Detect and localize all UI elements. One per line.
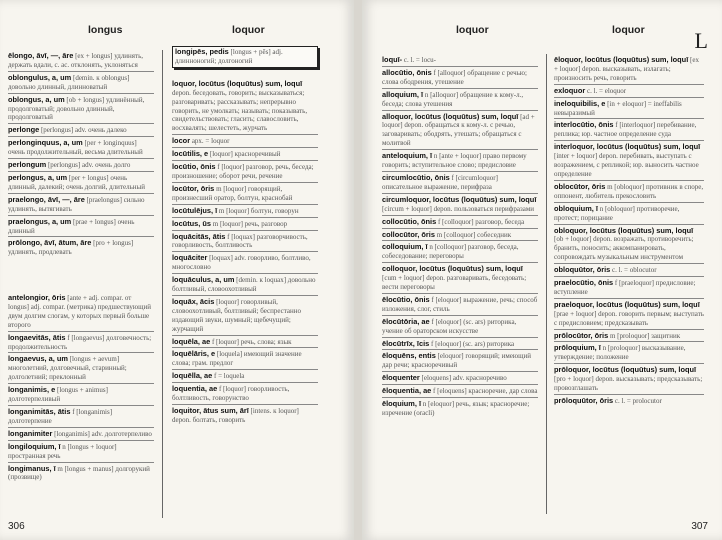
definition: [loquax] adv. говорливо, болтливо, многословно xyxy=(172,254,311,272)
headword: ēloquēns, entis xyxy=(382,351,436,361)
dictionary-entry xyxy=(8,94,154,125)
headword: ēlocūtōria, ae xyxy=(382,316,430,326)
definition: f = loquela xyxy=(214,372,245,381)
dictionary-entry xyxy=(8,72,154,94)
headword: loquentia, ae xyxy=(172,384,218,394)
definition: [ex + longus] удлинять, держать вдали, с. ac. отклонять, уклоняться xyxy=(8,52,144,69)
headword: alloquium, ī xyxy=(382,89,424,99)
page-number-right: 307 xyxy=(691,521,708,532)
dictionary-entry xyxy=(554,181,704,203)
dictionary-entry xyxy=(554,225,704,265)
dictionary-entry xyxy=(554,119,704,141)
definition: [pro + loquor] depon. высказывать; предсказывать; провозглашать xyxy=(554,375,703,393)
dictionary-entry xyxy=(172,336,318,349)
headword: ēlocūtio, ōnis xyxy=(382,294,430,304)
column-4 xyxy=(554,54,704,407)
dictionary-entry xyxy=(382,294,538,316)
dictionary-entry xyxy=(554,98,704,120)
dictionary-entry xyxy=(382,216,538,229)
definition: f [circumloquor] описательное выражение, перифраза xyxy=(382,173,498,191)
definition: [prae + loquor] depon. говорить первым; выступать с предисловием; предсказывать xyxy=(554,309,704,327)
definition: [demin. к oblongus] довольно длинный, длинноватый xyxy=(8,73,130,91)
dictionary-entry xyxy=(382,111,538,151)
boxed-definition: [longus + pēs] adj. длинноногий; долгоногий xyxy=(175,48,283,65)
dictionary-entry xyxy=(172,252,318,274)
dictionary-entry xyxy=(382,241,538,263)
dictionary-entry xyxy=(382,316,538,338)
definition: f [eloquens] красноречие, дар слова xyxy=(433,387,538,396)
headword: ēloquor, locūtus (loquūtus) sum, loquī xyxy=(554,55,689,64)
headword: locūtor, ōris xyxy=(172,183,215,193)
headword: prōloquūtor, ōris xyxy=(554,396,614,405)
dictionary-entry xyxy=(382,150,538,172)
headword: exloquor xyxy=(554,85,586,95)
headword: prōloquor, locūtus (loquūtus) sum, loquī xyxy=(554,365,697,375)
headword: perlonge xyxy=(8,125,40,135)
definition: f [eloquor] выражение, речь; способ изложения, слог, стиль xyxy=(382,295,538,313)
dictionary-entry xyxy=(382,372,538,385)
headword: interlocūtio, ōnis xyxy=(554,120,614,130)
definition: f [eloquor] (sc. ars) риторика, учение об ораторском искусстве xyxy=(382,317,517,335)
headword: longanimitās, ātis xyxy=(8,406,71,416)
headword: praelongus, a, um xyxy=(8,216,72,226)
dictionary-entry xyxy=(172,218,318,231)
definition: [pro + longus] удлинять, продлевать xyxy=(8,239,134,257)
dictionary-entry xyxy=(172,78,318,135)
dictionary-entry xyxy=(382,89,538,111)
dictionary-entry xyxy=(8,384,154,406)
dictionary-entry xyxy=(554,395,704,407)
headword: loquācitās, ātis xyxy=(172,231,226,241)
dictionary-entry xyxy=(554,264,704,277)
definition: c. l. = oblocutor xyxy=(612,266,657,275)
headword: oblocūtor, ōris xyxy=(554,181,606,191)
definition: n [longus + loquor] пространная речь xyxy=(8,442,117,460)
headword: obloquium, ī xyxy=(554,203,598,213)
headword: interloquor, locūtus (loquūtus) sum, loquī xyxy=(554,142,701,152)
headword: allocūtio, ōnis xyxy=(382,67,432,77)
headword: oblongulus, a, um xyxy=(8,72,72,82)
definition: f [interloquor] перебивание, реплика; юр. частное определение суда xyxy=(554,121,697,139)
definition: m [colloquor] собеседник xyxy=(436,230,512,239)
definition: [longus + animus] долготерпеливый xyxy=(8,386,108,404)
dictionary-entry xyxy=(382,229,538,242)
headword: loquēlla, ae xyxy=(172,371,213,381)
dictionary-entry xyxy=(8,50,154,72)
definition: f [longanimis] долготерпение xyxy=(8,407,113,425)
definition: [inter + loquor] depon. перебивать, выступать с возражением, с репликой; юр. выносить частное определение xyxy=(554,152,699,178)
headword: colloquium, ī xyxy=(382,242,428,252)
definition: [demin. к loquax] довольно болтливый, словоохотливый xyxy=(172,276,316,294)
headword: locūtulējus, ī xyxy=(172,205,218,215)
dictionary-entry xyxy=(8,406,154,428)
definition: f [loquax] разговорчивость, говорливость, болтливость xyxy=(172,232,308,250)
definition: [ante + adj. compar. от longus] adj. compar. (метрика) предшествующий двум долгим слогам, у которых первый больше второго xyxy=(8,294,151,329)
headword: ēlocūtrīx, īcis xyxy=(382,338,430,348)
definition: [cum + loquor] depon. разговаривать, беседовать; вести переговоры xyxy=(382,274,527,292)
definition: f [eloquor] (sc. ars) риторика xyxy=(431,339,515,348)
headword: prōlongo, āvī, ātum, āre xyxy=(8,238,92,248)
definition: [eloquens] adv. красноречиво xyxy=(421,374,507,383)
dictionary-entry xyxy=(172,135,318,148)
headword: loquāciter xyxy=(172,253,208,263)
definition: c. l. = eloquor xyxy=(586,86,627,95)
dictionary-entry xyxy=(382,67,538,89)
dictionary-entry xyxy=(8,137,154,159)
column-2 xyxy=(172,46,318,426)
definition: m [proloquor] защитник xyxy=(609,331,681,340)
dictionary-entry xyxy=(382,385,538,398)
definition: n [eloquor] речь, язык; красноречие; изречение (oracli) xyxy=(382,400,530,417)
headword: perlongus, a, um xyxy=(8,172,68,182)
definition: m [loquor] речь, разговор xyxy=(212,219,288,228)
headword: ineloquibilis, e xyxy=(554,98,606,108)
dictionary-entry xyxy=(8,216,154,238)
headword: loquor, locūtus (loquūtus) sum, loquī xyxy=(172,78,303,88)
headword: collocūtio, ōnis xyxy=(382,216,437,226)
left-page xyxy=(0,0,354,540)
headword: collocūtor, ōris xyxy=(382,229,435,239)
dictionary-entry xyxy=(8,124,154,137)
headword: locūtilis, e xyxy=(172,149,209,159)
page-number-left: 306 xyxy=(8,521,25,532)
headword: locūtus, ūs xyxy=(172,218,212,228)
column-3 xyxy=(382,54,538,419)
definition: n [colloquor] разговор, беседа, собеседование; переговоры xyxy=(382,243,519,261)
headword: loquitor, ātus sum, ārī xyxy=(172,406,249,415)
dictionary-entry xyxy=(382,398,538,419)
dictionary-entry xyxy=(172,296,318,336)
dictionary-entry xyxy=(554,203,704,225)
dictionary-entry xyxy=(172,274,318,296)
column-1b xyxy=(8,292,154,483)
running-head-left-1: longus xyxy=(88,24,123,36)
definition: n [ante + loquor] право первому говорить; вступительное слово; предисловие xyxy=(382,152,527,170)
section-letter: L xyxy=(694,28,708,53)
headword: prōlocūtor, ōris xyxy=(554,330,609,340)
headword: prōloquium, ī xyxy=(554,343,601,353)
dictionary-entry xyxy=(382,263,538,294)
definition: [loquor] говорливый, словоохотливый, болтливый; беспрестанно издающий звуки, шумный; щебечущий; журчащий xyxy=(172,297,301,333)
headword: obloquor, locūtus (loquūtus) sum, loquī xyxy=(554,225,694,235)
headword: loquēla, ae xyxy=(172,336,211,346)
headword: ēloquenter xyxy=(382,373,420,383)
dictionary-entry xyxy=(8,237,154,258)
headword: ēlongo, āvī, —, āre xyxy=(8,51,74,60)
definition: c. l. = locu- xyxy=(403,56,437,64)
dictionary-entry xyxy=(172,231,318,253)
headword: obloquūtor, ōris xyxy=(554,265,611,275)
definition: [loquela] имеющий значение слова; грам. предлог xyxy=(172,350,302,368)
dictionary-entry xyxy=(554,277,704,299)
definition: f [alloquor] обращение с речью; слова ободрения, утешение xyxy=(382,68,527,86)
definition: [circum + loquor] depon. пользоваться перифразами xyxy=(382,204,534,213)
dictionary-entry xyxy=(172,370,318,383)
dictionary-entry xyxy=(554,330,704,343)
dictionary-entry xyxy=(172,205,318,218)
definition: [per + longus] очень длинный, далекий; очень долгий, длительный xyxy=(8,173,145,191)
dictionary-entry xyxy=(172,348,318,370)
definition: depon. беседовать, говорить; высказываться; разговаривать; рассказывать; непрерывно говорить, не умолкать; называть; показывать, свидетельствовать; гласить; славословить, восхвалять; шелестеть, журчать xyxy=(172,88,308,133)
headword: longanimiter xyxy=(8,428,53,438)
definition: [ad + loquor] depon. обращаться к кому-л. с речью, заговаривать; ободрять, утешать; обращаться с молитвой xyxy=(382,112,535,148)
headword: circumlocūtio, ōnis xyxy=(382,172,450,182)
definition: [perlongus] adv. очень долго xyxy=(47,161,131,170)
dictionary-entry xyxy=(172,148,318,161)
dictionary-entry xyxy=(8,159,154,172)
dictionary-entry xyxy=(554,299,704,330)
definition: c. l. = prolocutor xyxy=(614,397,662,405)
definition: f [longaevus] долговечность; продолжительность xyxy=(8,333,152,351)
headword: circumloquor, locūtus (loquūtus) sum, loquī xyxy=(382,194,537,204)
definition: f [colloquor] разговор, беседа xyxy=(437,217,525,226)
definition: [eloquor] говорящий; имеющий дар речи; красноречивый xyxy=(382,352,532,370)
headword: longaevus, a, um xyxy=(8,354,68,364)
definition: [loquor] красноречивый xyxy=(209,150,281,159)
dictionary-entry xyxy=(382,350,538,372)
dictionary-entry xyxy=(8,292,154,332)
dictionary-entry xyxy=(554,54,704,85)
headword: perlonginquus, a, um xyxy=(8,138,83,148)
headword: loquāx, ācis xyxy=(172,296,215,306)
definition: [ob + loquor] depon. возражать, противоречить; бранить, поносить; аккомпанировать, сопровождать музыкальным инструментом xyxy=(554,235,694,262)
dictionary-entry xyxy=(8,353,154,384)
headword: praelocūtio, ōnis xyxy=(554,278,614,288)
right-page xyxy=(362,0,722,540)
headword: alloquor, locūtus (loquūtus) sum, loquī xyxy=(382,111,519,121)
running-head-left-2: loquor xyxy=(232,24,265,36)
dictionary-entry xyxy=(554,85,704,98)
dictionary-entry xyxy=(172,183,318,205)
dictionary-entry xyxy=(8,428,154,441)
dictionary-entry xyxy=(172,161,318,183)
definition: арх. = loquor xyxy=(191,137,230,146)
definition: m [obloquor] противник в споре, оппонент, любитель прекословить xyxy=(554,182,704,200)
definition: m [loquor] болтун, говорун xyxy=(218,206,299,215)
definition: [ob + longus] удлинённый, продолговатый; довольно длинный, продолговатый xyxy=(8,95,145,122)
definition: [per + longinquus] очень продолжительный, весьма длительный xyxy=(8,139,143,157)
headword: antelongior, ōris xyxy=(8,293,66,302)
dictionary-entry xyxy=(382,194,538,216)
definition: n [alloquor] обращение к кому-л., беседа; слова утешения xyxy=(382,90,524,108)
dictionary-entry xyxy=(382,172,538,194)
headword: longaevitās, ātis xyxy=(8,332,66,342)
dictionary-entry xyxy=(554,342,704,364)
definition: f [loquor] разговор, речь, беседа; произношение; оборот речи, речение xyxy=(172,163,314,180)
headword: loquī- xyxy=(382,55,403,64)
definition: [perlongus] adv. очень далеко xyxy=(40,126,127,135)
headword: locor xyxy=(172,136,191,146)
running-head-right-2: loquor xyxy=(612,24,645,36)
definition: [in + eloquor] = ineffabilis невыразимый xyxy=(554,99,682,117)
boxed-entry xyxy=(172,46,318,68)
headword: praelongo, āvī, —, āre xyxy=(8,194,85,204)
definition: n [obloquor] противоречие, протест; порицание xyxy=(554,204,680,222)
headword: ēloquentia, ae xyxy=(382,386,432,396)
headword: loquēlāris, e xyxy=(172,349,216,359)
dictionary-entry xyxy=(8,463,154,484)
headword: perlongum xyxy=(8,160,47,170)
headword: longiloquium, ī xyxy=(8,441,61,451)
headword: loquāculus, a, um xyxy=(172,275,235,285)
dictionary-entry xyxy=(8,441,154,463)
definition: f [praeloquor] предисловие; вступление xyxy=(554,279,696,296)
definition: [praelongus] сильно удлинять, вытягивать xyxy=(8,195,145,213)
dictionary-entry xyxy=(382,338,538,351)
boxed-headword: longipēs, pedis xyxy=(175,47,229,56)
dictionary-entry xyxy=(8,194,154,216)
headword: ēloquium, ī xyxy=(382,399,422,409)
definition: n [proloquor] высказывание, утверждение; положение xyxy=(554,344,686,362)
definition: [intens. к loquor] depon. болтать, говорить xyxy=(172,407,299,424)
definition: [longus + aevum] многолетний, долговечный, старинный; долголетний; преклонный xyxy=(8,355,127,382)
definition: [ex + loquor] depon. высказывать, излагать; произносить речь, говорить xyxy=(554,56,699,82)
dictionary-entry xyxy=(554,364,704,395)
definition: m [longus + manus] долгорукий (прозвище) xyxy=(8,464,150,482)
headword: longimanus, ī xyxy=(8,463,56,473)
dictionary-entry xyxy=(554,141,704,181)
dictionary-entry xyxy=(8,332,154,354)
headword: praeloquor, locūtus (loquūtus) sum, loquī xyxy=(554,299,700,309)
running-head-right-1: loquor xyxy=(456,24,489,36)
definition: f [loquor] говорливость, болтливость, говорунство xyxy=(172,385,290,403)
column-1 xyxy=(8,50,154,258)
headword: locūtio, ōnis xyxy=(172,162,216,172)
definition: f [loquor] речь, слова; язык xyxy=(211,337,292,346)
definition: m [loquor] говорящий, произнесший оратор, болтун, краснобай xyxy=(172,184,293,202)
headword: anteloquium, ī xyxy=(382,151,433,161)
dictionary-entry xyxy=(8,172,154,194)
definition: [prae + longus] очень длинный xyxy=(8,217,135,235)
dictionary-entry xyxy=(382,54,538,67)
dictionary-entry xyxy=(172,383,318,405)
definition: [longanimis] adv. долготерпеливо xyxy=(54,429,152,438)
headword: longanimis, e xyxy=(8,385,56,395)
headword: oblongus, a, um xyxy=(8,94,65,104)
headword: colloquor, locūtus (loquūtus) sum, loquī xyxy=(382,264,523,274)
dictionary-entry xyxy=(172,405,318,426)
